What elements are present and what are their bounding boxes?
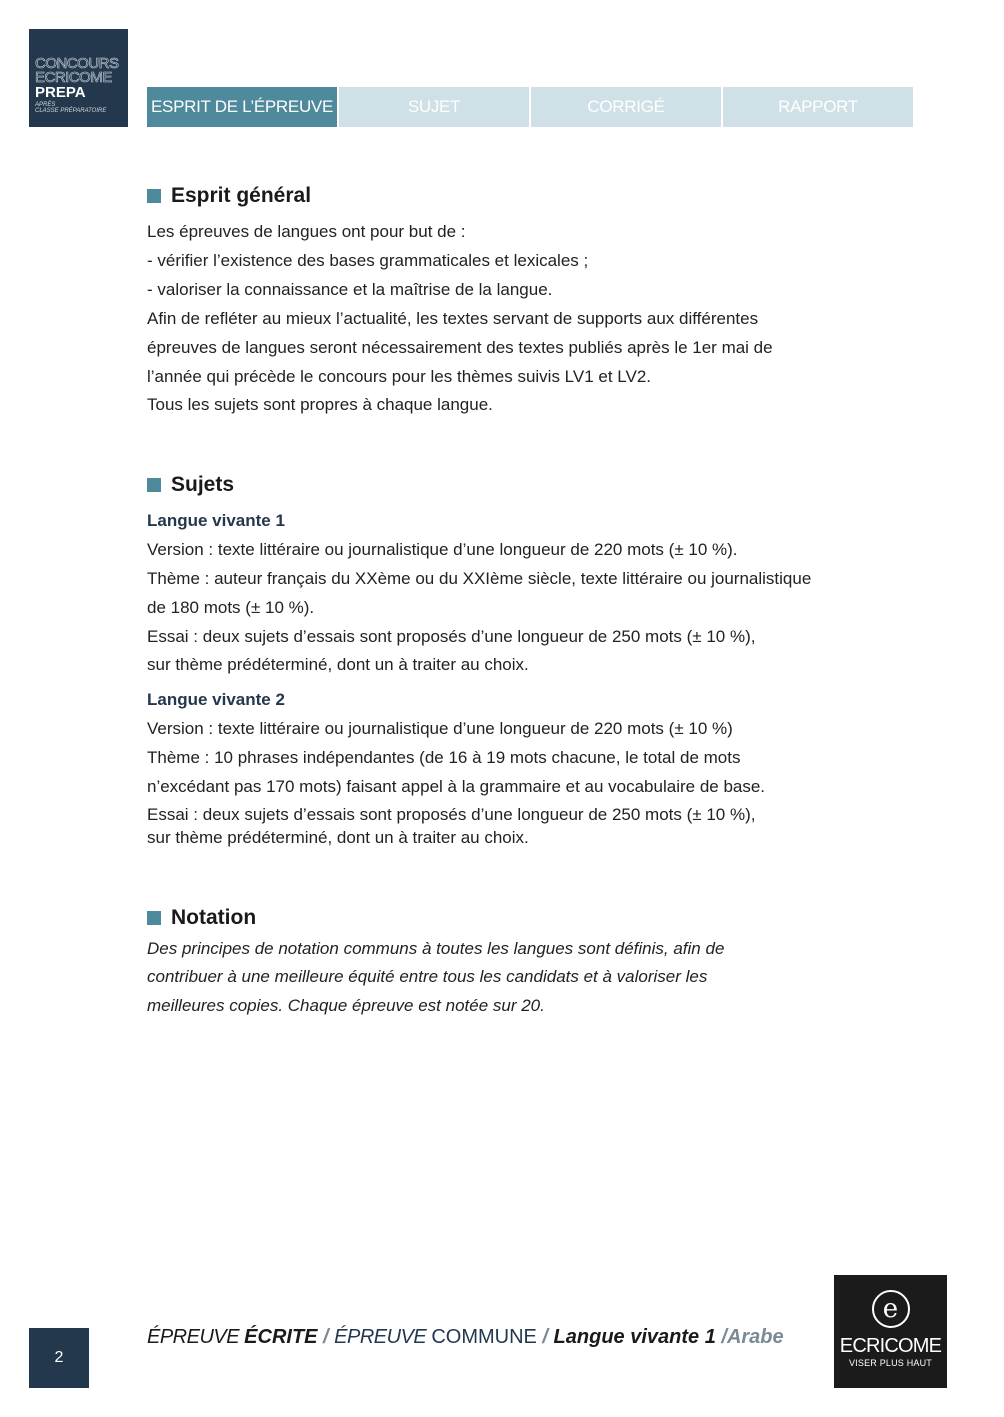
lv1-line: sur thème prédéterminé, dont un à traiter au choix. [147,655,529,674]
lv2-line: sur thème prédéterminé, dont un à traiter au choix. [147,828,529,847]
footer-epreuve-2: ÉPREUVE [334,1326,432,1348]
tab-rapport[interactable]: RAPPORT [723,87,913,127]
ecricome-e-icon: e [872,1290,910,1328]
square-bullet-icon [147,911,161,925]
subheading-lv2: Langue vivante 2 [147,690,285,709]
footer-ecrite: ÉCRITE [244,1326,318,1348]
esprit-line: Tous les sujets sont propres à chaque langue. [147,395,493,414]
footer-breadcrumb [147,1326,784,1349]
heading-sujets-text: Sujets [171,473,235,496]
square-bullet-icon [147,189,161,203]
heading-esprit [147,184,311,208]
ecricome-logo [834,1275,947,1388]
lv1-line: Thème : auteur français du XXème ou du XXIème siècle, texte littéraire ou journalistique [147,569,812,588]
footer-langue: Langue vivante 1 [553,1326,716,1348]
notation-line: contribuer à une meilleure équité entre tous les candidats et à valoriser les [147,967,708,986]
ecricome-logo-name: ECRICOME [839,1335,942,1357]
esprit-line: épreuves de langues seront nécessairement des textes publiés après le 1er mai de [147,338,773,357]
logo-line-apres: APRÈS [35,102,56,108]
page-number: 2 [29,1328,89,1388]
footer-separator: / [536,1326,554,1348]
tab-esprit[interactable]: ESPRIT DE L’ÉPREUVE [147,87,337,127]
lv2-line: Thème : 10 phrases indépendantes (de 16 à 19 mots chacune, le total de mots [147,748,741,767]
square-bullet-icon [147,478,161,492]
footer-separator: / [715,1326,727,1348]
lv2-line: Essai : deux sujets d’essais sont proposés d’une longueur de 250 mots (± 10 %), [147,805,756,824]
logo-line-ecricome: ECRICOME [35,69,112,86]
lv2-line: Version : texte littéraire ou journalistique d’une longueur de 220 mots (± 10 %) [147,719,733,738]
footer-commune: COMMUNE [431,1326,537,1348]
esprit-line: - valoriser la connaissance et la maîtrise de la langue. [147,280,553,299]
logo-line-prepa: PREPA [35,84,86,101]
tab-corrige[interactable]: CORRIGÉ [531,87,721,127]
concours-logo [29,29,128,127]
section-tabs [147,87,915,127]
ecricome-logo-tagline: VISER PLUS HAUT [848,1358,933,1368]
notation-line: Des principes de notation communs à toutes les langues sont définis, afin de [147,939,725,958]
logo-line-concours: CONCOURS [35,55,119,72]
notation-line: meilleures copies. Chaque épreuve est notée sur 20. [147,996,545,1015]
heading-sujets [147,473,234,497]
esprit-line: Afin de refléter au mieux l’actualité, les textes servant de supports aux différentes [147,309,759,328]
heading-notation-text: Notation [171,906,257,929]
lv2-line: n’excédant pas 170 mots) faisant appel à la grammaire et au vocabulaire de base. [147,777,766,796]
lv1-line: Version : texte littéraire ou journalistique d’une longueur de 220 mots (± 10 %). [147,540,738,559]
esprit-line: l’année qui précède le concours pour les thèmes suivis LV1 et LV2. [147,367,651,386]
subheading-lv1: Langue vivante 1 [147,511,285,530]
heading-esprit-text: Esprit général [171,184,312,207]
esprit-line: - vérifier l’existence des bases grammaticales et lexicales ; [147,251,589,270]
tab-sujet[interactable]: SUJET [339,87,529,127]
lv1-line: de 180 mots (± 10 %). [147,598,315,617]
esprit-line: Les épreuves de langues ont pour but de : [147,222,466,241]
logo-line-classe: CLASSE PRÉPARATOIRE [35,108,107,114]
footer-epreuve: ÉPREUVE [147,1326,245,1348]
heading-notation [147,906,256,930]
footer-separator: / [317,1326,335,1348]
footer-arabe: Arabe [726,1326,784,1348]
lv1-line: Essai : deux sujets d’essais sont proposés d’une longueur de 250 mots (± 10 %), [147,627,756,646]
